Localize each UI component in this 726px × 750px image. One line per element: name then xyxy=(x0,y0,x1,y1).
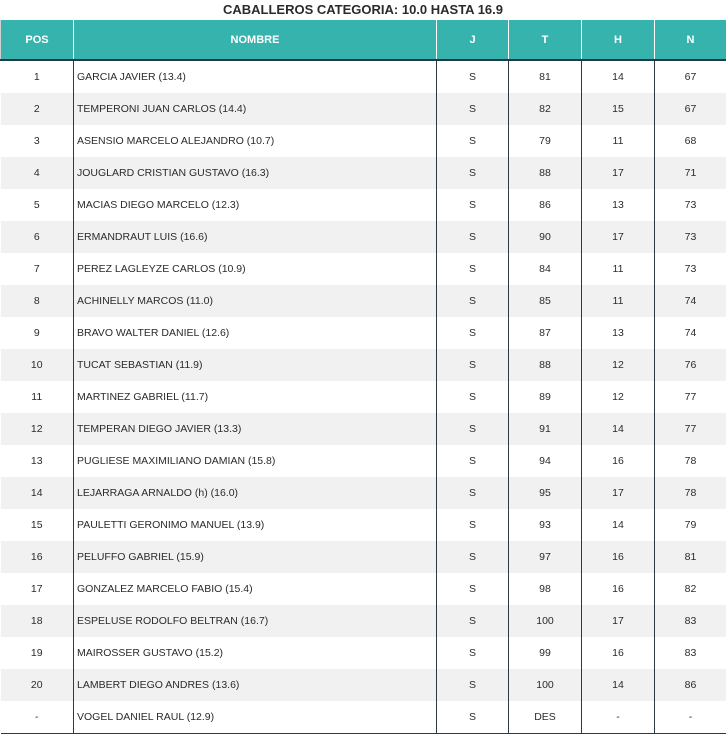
cell-h: - xyxy=(582,701,655,734)
cell-nombre: ESPELUSE RODOLFO BELTRAN (16.7) xyxy=(74,605,437,637)
cell-nombre: TUCAT SEBASTIAN (11.9) xyxy=(74,349,437,381)
cell-h: 13 xyxy=(582,189,655,221)
cell-j: S xyxy=(437,157,509,189)
cell-nombre: MACIAS DIEGO MARCELO (12.3) xyxy=(74,189,437,221)
cell-pos: 16 xyxy=(1,541,74,573)
cell-n: 73 xyxy=(655,189,726,221)
cell-n: 76 xyxy=(655,349,726,381)
cell-j: S xyxy=(437,605,509,637)
cell-t: 86 xyxy=(509,189,582,221)
cell-j: S xyxy=(437,541,509,573)
cell-h: 17 xyxy=(582,605,655,637)
header-row xyxy=(1,20,726,60)
cell-h: 11 xyxy=(582,125,655,157)
column-header-nombre: NOMBRE xyxy=(74,20,437,60)
cell-pos: 4 xyxy=(1,157,74,189)
cell-n: 81 xyxy=(655,541,726,573)
cell-nombre: BRAVO WALTER DANIEL (12.6) xyxy=(74,317,437,349)
cell-h: 16 xyxy=(582,541,655,573)
cell-h: 16 xyxy=(582,573,655,605)
cell-t: 89 xyxy=(509,381,582,413)
cell-n: 73 xyxy=(655,221,726,253)
cell-t: 100 xyxy=(509,669,582,701)
cell-h: 14 xyxy=(582,413,655,445)
cell-t: 88 xyxy=(509,349,582,381)
cell-pos: 11 xyxy=(31,391,43,403)
cell-j: S xyxy=(437,701,509,734)
cell-h: 16 xyxy=(582,637,655,669)
cell-pos: 2 xyxy=(1,93,74,125)
table-row xyxy=(1,157,726,189)
cell-n: 74 xyxy=(655,285,726,317)
cell-j: S xyxy=(437,125,509,157)
cell-h: 14 xyxy=(582,509,655,541)
cell-t: 99 xyxy=(509,637,582,669)
cell-pos: 20 xyxy=(1,669,74,701)
cell-t: 82 xyxy=(509,93,582,125)
cell-j: S xyxy=(437,637,509,669)
cell-j: S xyxy=(437,669,509,701)
cell-pos: 9 xyxy=(33,327,40,339)
cell-nombre: MARTINEZ GABRIEL (11.7) xyxy=(74,381,437,413)
cell-h: 16 xyxy=(582,445,655,477)
table-row xyxy=(1,413,726,445)
cell-j: S xyxy=(437,253,509,285)
cell-t: 84 xyxy=(509,253,582,285)
table-row xyxy=(1,573,726,605)
cell-j: S xyxy=(437,349,509,381)
cell-j: S xyxy=(437,445,509,477)
table-row xyxy=(1,381,726,413)
cell-nombre: GONZALEZ MARCELO FABIO (15.4) xyxy=(74,573,437,605)
cell-j: S xyxy=(437,189,509,221)
cell-nombre: LEJARRAGA ARNALDO (h) (16.0) xyxy=(74,477,437,509)
cell-t: 85 xyxy=(509,285,582,317)
cell-n: - xyxy=(655,701,726,734)
table-row xyxy=(1,60,726,93)
table-row xyxy=(1,701,726,734)
cell-nombre: MAIROSSER GUSTAVO (15.2) xyxy=(74,637,437,669)
cell-nombre: VOGEL DANIEL RAUL (12.9) xyxy=(74,701,437,734)
cell-nombre: ACHINELLY MARCOS (11.0) xyxy=(74,285,437,317)
cell-t: 87 xyxy=(509,317,582,349)
cell-nombre: LAMBERT DIEGO ANDRES (13.6) xyxy=(74,669,437,701)
cell-j: S xyxy=(437,509,509,541)
table-row xyxy=(1,125,726,157)
cell-pos: 5 xyxy=(33,199,40,211)
cell-h: 11 xyxy=(582,285,655,317)
cell-pos: 12 xyxy=(1,413,74,445)
cell-pos: - xyxy=(1,701,74,734)
cell-n: 73 xyxy=(655,253,726,285)
cell-nombre: ASENSIO MARCELO ALEJANDRO (10.7) xyxy=(74,125,437,157)
cell-n: 68 xyxy=(655,125,726,157)
cell-pos: 14 xyxy=(1,477,74,509)
cell-j: S xyxy=(437,221,509,253)
cell-t: 81 xyxy=(509,60,582,93)
cell-t: 88 xyxy=(509,157,582,189)
cell-h: 13 xyxy=(582,317,655,349)
table-row xyxy=(1,477,726,509)
table-title: CABALLEROS CATEGORIA: 10.0 HASTA 16.9 xyxy=(222,2,504,17)
cell-h: 12 xyxy=(582,349,655,381)
cell-nombre: GARCIA JAVIER (13.4) xyxy=(74,60,437,93)
cell-pos: 19 xyxy=(30,647,43,659)
cell-h: 14 xyxy=(582,60,655,93)
cell-nombre: PEREZ LAGLEYZE CARLOS (10.9) xyxy=(74,253,437,285)
cell-t: 79 xyxy=(509,125,582,157)
cell-n: 86 xyxy=(655,669,726,701)
cell-j: S xyxy=(437,93,509,125)
column-header-j: J xyxy=(437,20,509,60)
table-row xyxy=(1,253,726,285)
cell-h: 15 xyxy=(582,93,655,125)
cell-t: 94 xyxy=(509,445,582,477)
cell-n: 78 xyxy=(655,445,726,477)
cell-n: 67 xyxy=(655,93,726,125)
table-row xyxy=(1,189,726,221)
cell-t: 97 xyxy=(509,541,582,573)
cell-h: 17 xyxy=(582,477,655,509)
cell-nombre: ERMANDRAUT LUIS (16.6) xyxy=(74,221,437,253)
cell-j: S xyxy=(437,285,509,317)
cell-j: S xyxy=(437,477,509,509)
cell-h: 17 xyxy=(582,157,655,189)
cell-j: S xyxy=(437,60,509,93)
cell-t: 100 xyxy=(509,605,582,637)
cell-n: 78 xyxy=(655,477,726,509)
cell-nombre: PELUFFO GABRIEL (15.9) xyxy=(74,541,437,573)
cell-j: S xyxy=(437,317,509,349)
table-row xyxy=(1,541,726,573)
table-row xyxy=(1,93,726,125)
cell-n: 79 xyxy=(655,509,726,541)
column-header-h: H xyxy=(582,20,655,60)
cell-t: 95 xyxy=(509,477,582,509)
cell-n: 71 xyxy=(655,157,726,189)
cell-nombre: JOUGLARD CRISTIAN GUSTAVO (16.3) xyxy=(74,157,437,189)
table-row xyxy=(1,509,726,541)
table-row xyxy=(1,349,726,381)
cell-nombre: PAULETTI GERONIMO MANUEL (13.9) xyxy=(74,509,437,541)
table-row xyxy=(1,221,726,253)
column-header-t: T xyxy=(509,20,582,60)
table-row xyxy=(1,317,726,349)
cell-t: 93 xyxy=(509,509,582,541)
cell-pos: 1 xyxy=(33,71,40,83)
cell-h: 14 xyxy=(582,669,655,701)
column-header-n: N xyxy=(655,20,726,60)
cell-nombre: TEMPERAN DIEGO JAVIER (13.3) xyxy=(74,413,437,445)
cell-n: 67 xyxy=(655,60,726,93)
cell-nombre: PUGLIESE MAXIMILIANO DAMIAN (15.8) xyxy=(74,445,437,477)
cell-h: 17 xyxy=(582,221,655,253)
cell-j: S xyxy=(437,413,509,445)
cell-t: 98 xyxy=(509,573,582,605)
cell-pos: 7 xyxy=(33,263,40,275)
cell-pos: 6 xyxy=(1,221,74,253)
cell-pos: 8 xyxy=(1,285,74,317)
cell-n: 74 xyxy=(655,317,726,349)
cell-j: S xyxy=(437,573,509,605)
cell-t: 90 xyxy=(509,221,582,253)
table-row xyxy=(1,605,726,637)
cell-h: 12 xyxy=(582,381,655,413)
cell-pos: 3 xyxy=(33,135,40,147)
cell-n: 83 xyxy=(655,637,726,669)
cell-pos: 13 xyxy=(30,455,43,467)
cell-pos: 17 xyxy=(30,583,43,595)
cell-pos: 18 xyxy=(1,605,74,637)
cell-j: S xyxy=(437,381,509,413)
cell-t: 91 xyxy=(509,413,582,445)
cell-nombre: TEMPERONI JUAN CARLOS (14.4) xyxy=(74,93,437,125)
cell-t: DES xyxy=(509,701,582,734)
cell-pos: 10 xyxy=(1,349,74,381)
results-table xyxy=(0,20,726,734)
cell-n: 77 xyxy=(655,381,726,413)
table-row xyxy=(1,285,726,317)
cell-pos: 15 xyxy=(30,519,43,531)
cell-h: 11 xyxy=(582,253,655,285)
table-row xyxy=(1,669,726,701)
cell-n: 83 xyxy=(655,605,726,637)
table-row xyxy=(1,445,726,477)
cell-n: 77 xyxy=(655,413,726,445)
column-header-pos: POS xyxy=(1,20,74,60)
table-row xyxy=(1,637,726,669)
cell-n: 82 xyxy=(655,573,726,605)
